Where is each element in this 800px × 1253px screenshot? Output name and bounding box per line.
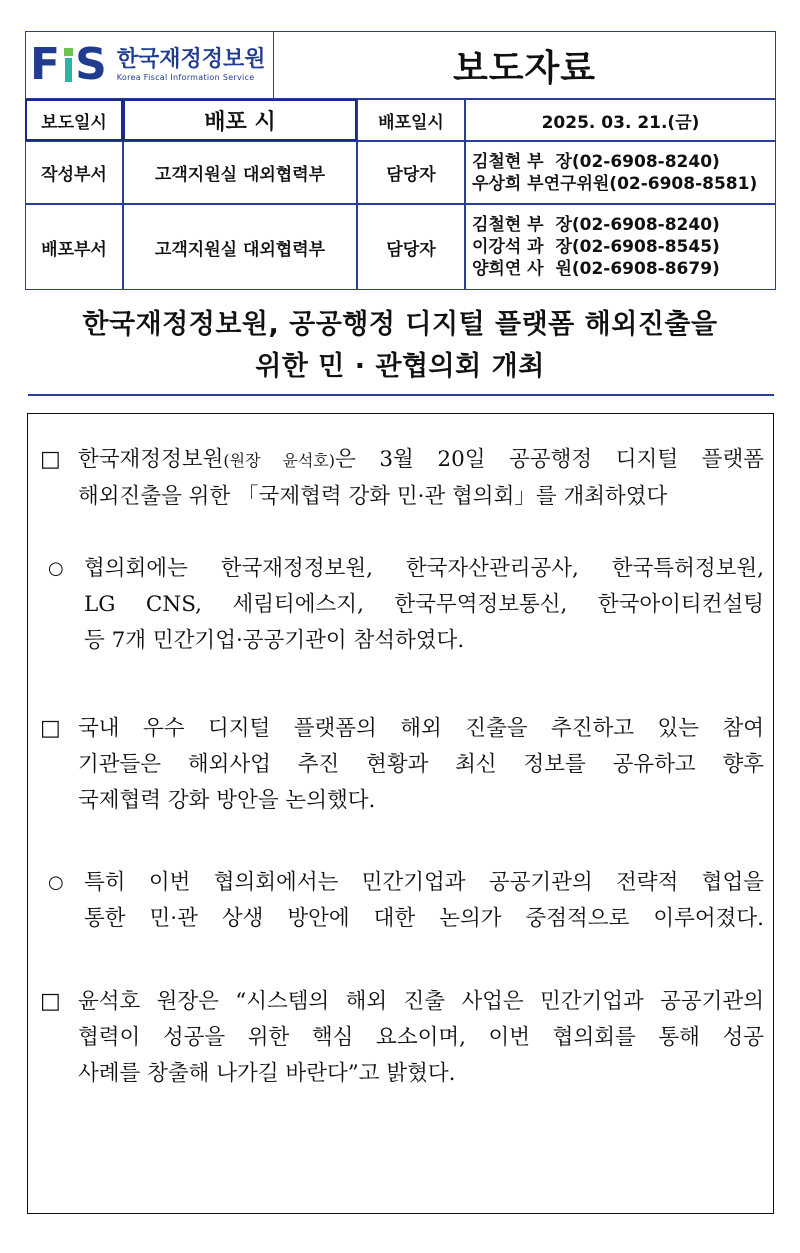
logo-text [117,47,266,83]
logo-letter-s: S [75,39,107,90]
paragraph-line: 해외진출을 위한 「국제협력 강화 민·관 협의회」를 개최하였다 [78,484,668,509]
paragraph-line: 윤석호 원장은 “시스템의 해외 진출 사업은 민간기업과 공공기관의 [78,989,764,1014]
logo-letter-f: F [30,39,61,90]
release-time-label: 보도일시 [41,112,107,133]
dist-dept-label: 배포부서 [41,239,107,260]
headline-line-1: 한국재정정보원, 공공행정 디지털 플랫폼 해외진출을 [82,309,718,340]
distribution-date-label: 배포일시 [378,112,444,133]
logo-letter-i-icon [62,48,74,82]
author-contacts-cell [465,141,776,204]
body-box [27,413,774,1214]
paragraph-line: 기관들은 해외사업 추진 현황과 최신 정보를 공유하고 향후 [78,752,764,777]
dist-contacts-cell [465,204,776,290]
dist-dept-value-cell [123,204,357,290]
director-paren: (원장 윤석호) [223,451,335,470]
headline [26,304,774,388]
press-release-header [25,31,776,290]
paragraph-line: 통한 민·관 상생 방안에 대한 논의가 중점적으로 이루어졌다. [84,906,764,931]
contact-line: 양희연 사 원(02-6908-8679) [472,259,720,279]
paragraph-line: 국제협력 강화 방안을 논의했다. [78,788,376,813]
circle-bullet-icon: ○ [48,872,64,893]
author-contact-label: 담당자 [386,165,436,185]
paragraph-line: 협력이 성공을 위한 핵심 요소이며, 이번 협의회를 통해 성공 [78,1025,764,1050]
checkbox-bullet-icon: □ [40,447,61,472]
distribution-date-value: 2025. 03. 21.(금) [541,112,700,133]
dist-contact-label-cell [357,204,465,290]
paragraph-line: LG CNS, 세림티에스지, 한국무역정보통신, 한국아이티컨설팅 [84,592,764,617]
distribution-date-label-cell [357,99,465,141]
paragraph-line: 협의회에는 한국재정정보원, 한국자산관리공사, 한국특허정보원, [84,556,764,581]
headline-line-2: 위한 민 · 관협의회 개최 [255,351,545,382]
paragraph-line: 사례를 창출해 나가길 바란다”고 밝혔다. [78,1061,456,1086]
paragraph-line: 한국재정정보원(원장 윤석호)은 3월 20일 공공행정 디지털 플랫폼 [78,447,764,472]
author-dept-value-cell [123,141,357,204]
paragraph-line: 특히 이번 협의회에서는 민간기업과 공공기관의 전략적 협업을 [84,870,764,895]
doc-type-cell [273,31,776,99]
paragraph-line: 등 7개 민간기업·공공기관이 참석하였다. [84,628,465,653]
author-dept-label: 작성부서 [41,165,107,185]
author-dept-value: 고객지원실 대외협력부 [154,165,326,185]
contact-line: 김철현 부 장(02-6908-8240) [472,151,720,172]
dist-dept-label-cell [25,204,123,290]
logo-name-kr: 한국재정정보원 [116,47,266,72]
contact-line: 우상희 부연구위원(02-6908-8581) [472,173,758,194]
release-time-value-cell [123,99,357,141]
paragraph-line: 국내 우수 디지털 플랫폼의 해외 진출을 추진하고 있는 참여 [78,716,764,741]
release-time-label-cell [25,99,123,141]
author-dept-label-cell [25,141,123,204]
headline-divider [28,394,774,396]
doc-type-title: 보도자료 [452,47,597,89]
fis-logo-mark [30,39,107,90]
logo-name-en: Korea Fiscal Information Service [116,73,255,82]
dist-dept-value: 고객지원실 대외협력부 [154,239,326,260]
checkbox-bullet-icon: □ [40,716,61,741]
author-contact-label-cell [357,141,465,204]
logo-cell [25,31,274,99]
release-time-value: 배포 시 [204,109,276,135]
distribution-date-value-cell [465,99,776,141]
contact-line: 이강석 과 장(02-6908-8545) [472,237,720,257]
checkbox-bullet-icon: □ [40,989,61,1014]
dist-contact-label: 담당자 [386,239,436,260]
circle-bullet-icon: ○ [48,558,64,579]
contact-line: 김철현 부 장(02-6908-8240) [472,215,720,235]
